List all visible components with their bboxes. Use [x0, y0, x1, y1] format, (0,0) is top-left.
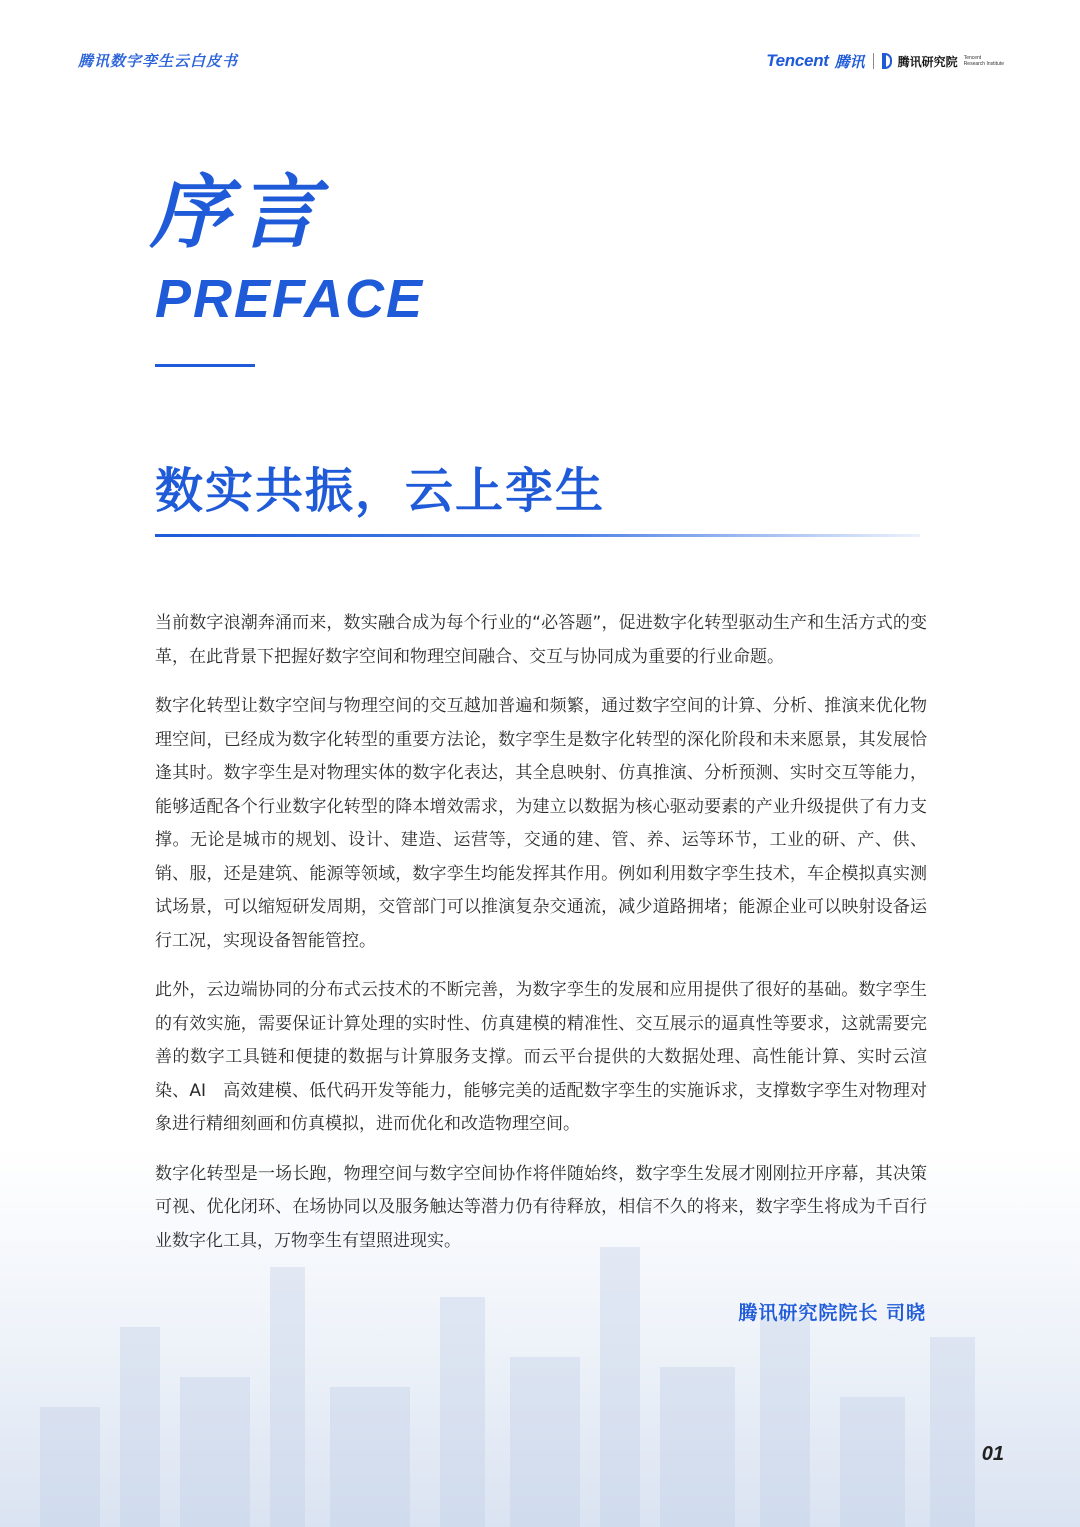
paragraph-2: 数字化转型让数字空间与物理空间的交互越加普遍和频繁，通过数字空间的计算、分析、推演来优化物理空间，已经成为数字化转型的重要方法论，数字孪生是数字化转型的深化阶段和未来愿景，其发展恰逢其时。数字孪生是对物理实体的数字化表达，其全息映射、仿真推演、分析预测、实时交互等能力，能够适配各个行业数字化转型的降本增效需求，为建立以数据为核心驱动要素的产业升级提供了有力支撑。无论是城市的规划、设计、建造、运营等，交通的建、管、养、运等环节，工业的研、产、供、销、服，还是建筑、能源等领域，数字孪生均能发挥其作用。例如利用数字孪生技术，车企模拟真实测试场景，可以缩短研发周期，交管部门可以推演复杂交通流，减少道路拥堵；能源企业可以映射设备运行工况，实现设备智能管控。: [155, 696, 927, 951]
preface-body: [155, 607, 927, 1274]
section-subtitle: 数实共振，云上孪生: [155, 463, 606, 519]
paragraph-3: 此外，云边端协同的分布式云技术的不断完善，为数字孪生的发展和应用提供了很好的基础。数字孪生的有效实施，需要保证计算处理的实时性、仿真建模的精准性、交互展示的逼真性等要求，这就需要完善的数字工具链和便捷的数据与计算服务支撑。而云平台提供的大数据处理、高性能计算、实时云渲染、AI 高效建模、低代码开发等能力，能够完美的适配数字孪生的实施诉求，支撑数字孪生对物理对象进行精细刻画和仿真模拟，进而优化和改造物理空间。: [155, 980, 927, 1134]
paragraph-4: 数字化转型是一场长跑，物理空间与数字空间协作将伴随始终，数字孪生发展才刚刚拉开序幕，其决策可视、优化闭环、在场协同以及服务触达等潜力仍有待释放，相信不久的将来，数字孪生将成为千百行业数字化工具，万物孪生有望照进现实。: [155, 1163, 927, 1251]
page-title-cn: 序言: [150, 166, 326, 259]
page-number: 01: [981, 1443, 1004, 1465]
tencent-logo: [766, 50, 1004, 72]
header-title: 腾讯数字孪生云白皮书: [78, 52, 239, 70]
logo-tencent-cn: 腾讯: [834, 52, 865, 71]
title-divider: [155, 364, 255, 367]
logo-divider: [873, 53, 874, 69]
logo-institute-en-2: Research Institute: [963, 61, 1004, 67]
page-title-en: PREFACE: [155, 269, 425, 329]
logo-institute-en-1: Tencent: [963, 55, 982, 61]
logo-tencent-text: Tencent: [766, 51, 829, 70]
research-institute-logo-icon: [882, 53, 892, 69]
paragraph-1: 当前数字浪潮奔涌而来，数实融合成为每个行业的“必答题”，促进数字化转型驱动生产和生活方式的变革，在此背景下把握好数字空间和物理空间融合、交互与协同成为重要的行业命题。: [155, 613, 927, 667]
signature: 腾讯研究院院长 司晓: [738, 1302, 926, 1324]
logo-institute-en: [964, 55, 1004, 67]
logo-institute-cn: 腾讯研究院: [897, 54, 958, 69]
subtitle-divider: [155, 534, 920, 537]
